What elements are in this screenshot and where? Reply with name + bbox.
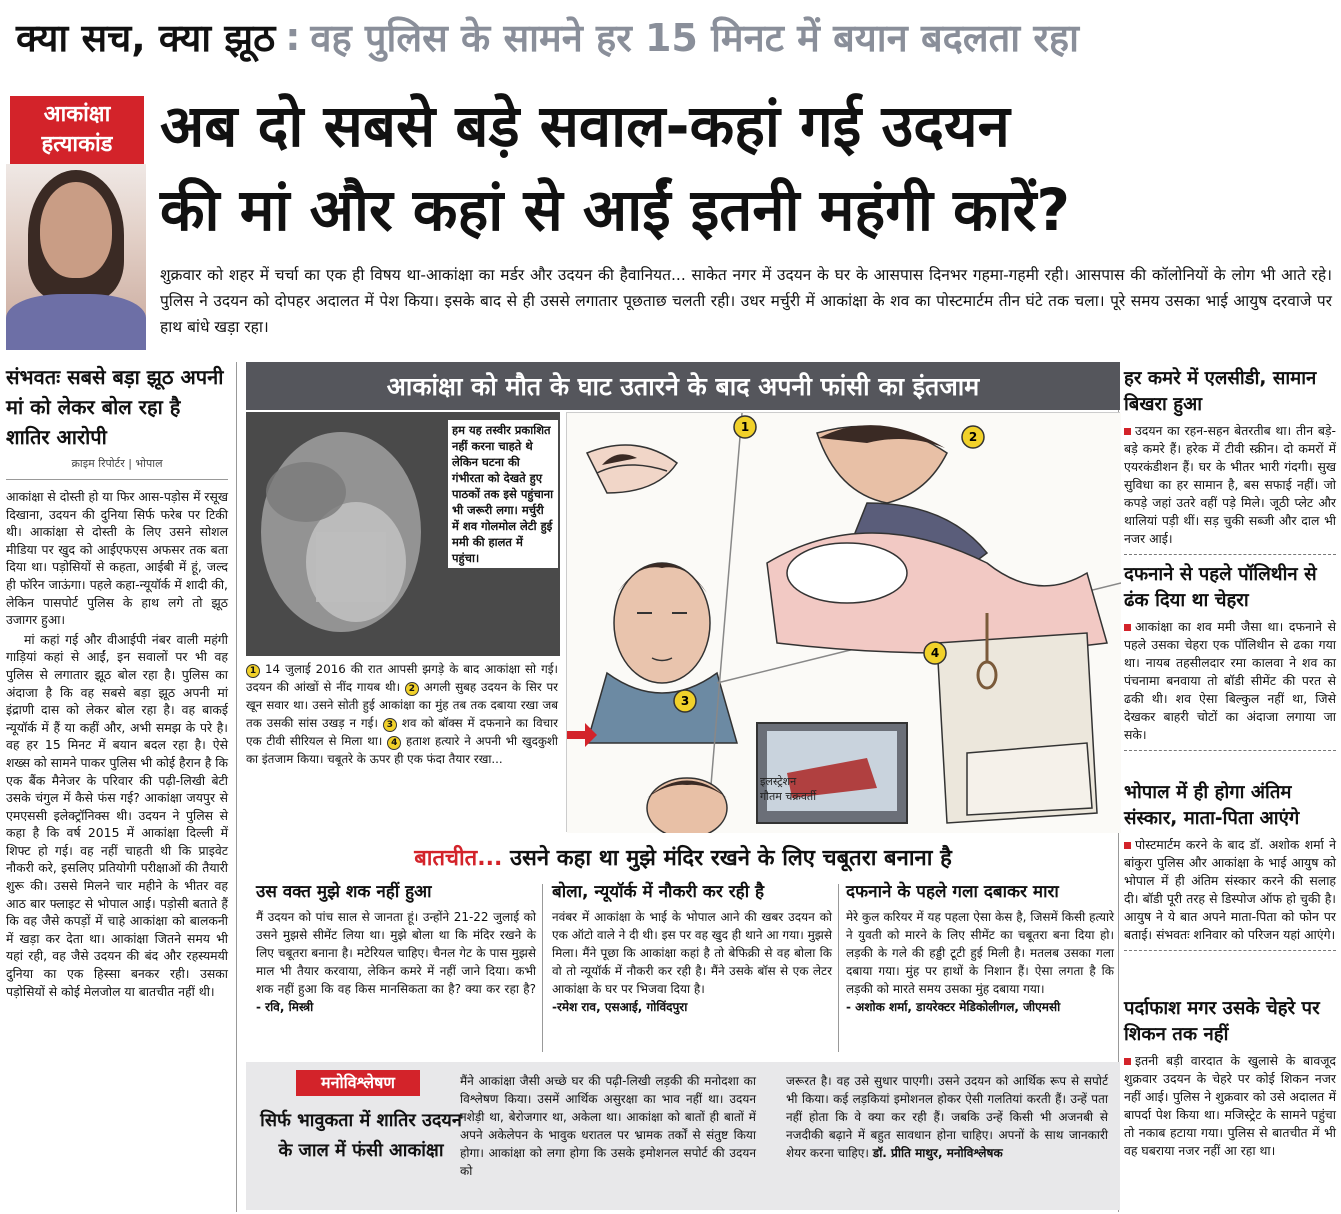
right-item-1-heading: हर कमरे में एलसीडी, सामान बिखरा हुआ <box>1124 368 1317 415</box>
left-para-2: मां कहां गई और वीआईपी नंबर वाली महंगी गाड़ियां कहां से आईं, इन सवालों पर भी वह पुलिस से लगातार झूठ बोल रहा है। पुलिस का अंदाजा है कि वह सबसे बड़ा झूठ अपनी मां इंद्राणी दास को लेकर बोल रहा है। वह बाकई न्यूयॉर्क में हैं या कहीं और, अभी समझ के परे है। वह हर 15 मिनट में बयान बदल रहा है। ऐसे शख्स को सामने पाकर पुलिस भी कोई हैरान है कि एक बैंक मैनेजर के परिवार की पढ़ी-लिखी बेटी उसके चंगुल में कैसे फंस गई? आकांक्षा जयपुर से एमएससी इलेक्ट्रॉनिक्स थी। उदयन ने पुलिस से कहा है कि वर्ष 2015 में आकांक्षा दिल्ली में शिफ्ट हो गई। वह नहीं चाहती थी कि प्राइवेट नौकरी करे, इसलिए प्रतियोगी परीक्षाओं की तैयारी शुरू की। उससे मिलने चार महीने के भीतर वह आठ बार फ्लाइट से भोपाल आई। पड़ोसी बताते हैं कि वह जैसे कपड़ों में चाहे आकांक्षा को बालकनी में खड़ा कर देता था। आकांक्षा जितने समय भी यहां रही, वह जैसे उदयन की बंद और रहस्यमयी दुनिया का एक हिस्सा बनकर रही। उसका पड़ोसियों से कोई मेलजोल या बातचीत नहीं थी। <box>6 631 228 999</box>
right-item-3-body-wrap <box>1124 836 1336 944</box>
right-item-3-body: पोस्टमार्टम करने के बाद डॉ. अशोक शर्मा ने बांकुरा पुलिस और आकांक्षा के भाई आयुष को भोपाल में ही अंतिम संस्कार करने की सलाह दी। बॉडी पूरी तरह से डिस्पोज ऑफ हो चुकी है। आयुष ने ये बात अपने माता-पिता को फोन पर बताई। संभवतः शनिवार को परिजन यहां आएंगे। <box>1124 837 1336 942</box>
headline-line2: की मां और कहां से आईं इतनी महंगी कारें? <box>160 176 1071 244</box>
photo-shirt <box>6 294 146 350</box>
right-item-2 <box>1124 562 1336 751</box>
right-item-2-heading: दफनाने से पहले पॉलिथीन से ढंक दिया था चेहरा <box>1124 564 1317 611</box>
right-item-1-body: उदयन का रहन-सहन बेतरतीब था। तीन बड़े-बड़े कमरे हैं। हरेक में टीवी स्क्रीन। दो कमरों में एयरकंडीशन हैं। घर के भीतर भारी गंदगी। सुख सुविधा का हर सामान है, बस सफाई नहीं। जो कपड़े जहां उतरे वहीं पड़े मिले। जूठी प्लेट और थालियां पड़ी थीं। सड़ चुकी सब्जी और दाल भी नजर आई। <box>1124 423 1336 546</box>
headline-line1: अब दो सबसे बड़े सवाल-कहां गई उदयन <box>160 92 1010 160</box>
interview-label: बातचीत... <box>414 846 503 871</box>
left-column <box>6 362 228 1000</box>
illustration-svg <box>567 413 1121 833</box>
right-item-4-body: इतनी बड़ी वारदात के खुलासे के बावजूद शुक्रवार उदयन के चेहरे पर कोई शिकन नजर नहीं आई। पुलिस ने शुक्रवार को उसे अदालत में बापर्दा पेश किया था। मजिस्ट्रेट के सामने पहुंचा तो नकाब हटाया गया। पुलिस से बातचीत में भी वह घबराया नजर नहीं आ रहा था। <box>1124 1053 1336 1158</box>
interview-divider-1 <box>542 884 543 1052</box>
illustration-credit-line2: गौतम चक्रवर्ती <box>760 790 817 803</box>
caption-num-4: 4 <box>387 736 401 750</box>
panel-number-1: 1 <box>740 420 750 434</box>
kicker-line <box>0 0 1341 74</box>
caption-num-3: 3 <box>383 718 397 732</box>
caption-text-3: शव को बॉक्स में दफनाने का विचार एक टीवी सीरियल से मिला था। <box>246 716 559 748</box>
interview-col-2 <box>552 880 832 1016</box>
illustration-credit <box>760 774 816 804</box>
main-headline <box>160 84 1335 252</box>
left-byline: क्राइम रिपोर्टर | भोपाल <box>6 456 228 480</box>
right-item-4-body-wrap <box>1124 1052 1336 1160</box>
psychoanalysis-col-2 <box>786 1072 1108 1162</box>
right-item-4-heading: पर्दाफाश मगर उसके चेहरे पर शिकन तक नहीं <box>1124 998 1320 1045</box>
caption-text-2: अगली सुबह उदयन के सिर पर खून सवार था। उसने सोती हुई आकांक्षा का मुंह तब तक दबाया रखा जब तक उसकी सांस उखड़ न गई। <box>246 680 558 730</box>
right-divider-2 <box>1124 750 1336 751</box>
right-item-1 <box>1124 366 1336 555</box>
interview-col-3-heading: दफनाने के पहले गला दबाकर मारा <box>846 882 1059 902</box>
caption-text-4: हताश हत्यारे ने अपनी भी खुदकुशी का इंतजाम किया। चबूतरे के ऊपर ही एक फंदा तैयार रखा... <box>246 734 558 766</box>
interview-col-3-body: मेरे कुल करियर में यह पहला ऐसा केस है, जिसमें किसी हत्यारे ने युवती को मारने के लिए सीमेंट का चबूतरा बना दिया हो। लड़की के गले की हड्डी टूटी हुई मिली है। मतलब उसका गला दबाया गया। मुंह पर हाथों के निशान हैं। ऐसा लगता है कि लड़की को मारते समय उसका मुंह दबाया गया। <box>846 910 1114 996</box>
crime-illustration <box>566 412 1120 832</box>
interview-divider-2 <box>838 884 839 1052</box>
right-divider-1 <box>1124 554 1336 555</box>
bullet-square-icon <box>1124 428 1131 435</box>
photo-note: हम यह तस्वीर प्रकाशित नहीं करना चाहते थे लेकिन घटना की गंभीरता को देखते हुए पाठकों तक इसे पहुंचाना भी जरूरी लगा। मर्चुरी में शव गोलमोल लेटी हुई ममी की हालत में पहुंचा। <box>448 420 558 568</box>
interview-col-2-sig: -रमेश राव, एसआई, गोविंदपुरा <box>552 1000 688 1014</box>
story-caption <box>246 660 558 768</box>
interview-col-2-heading: बोला, न्यूयॉर्क में नौकरी कर रही है <box>552 882 765 902</box>
interview-col-2-body: नवंबर में आकांक्षा के भाई के भोपाल आने की खबर उदयन को एक ऑटो वाले ने दी थी। इस पर वह खुद ही थाने आ गया। मुझसे मिला। मैंने पूछा कि आकांक्षा कहां है तो बेफिक्री से वह बोला कि वो तो न्यूयॉर्क में नौकरी कर रही है। मैंने उसके बॉस से एक लेटर आकांक्षा के घर पर भिजवा दिया है। <box>552 910 832 996</box>
right-item-2-body: आकांक्षा का शव ममी जैसा था। दफनाने से पहले उसका चेहरा एक पॉलिथीन से ढका गया था। नायब तहसीलदार रमा कालवा ने शव का पंचनामा बनवाया तो बॉडी सीमेंट की परत से ढकी थी। शव ऐसा बिल्कुल नहीं था, जिसे देखकर बाहरी चोटों का अंदाजा लगाया जा सके। <box>1124 619 1336 742</box>
panel-number-4: 4 <box>930 646 940 660</box>
psychoanalysis-col-2-text: जरूरत है। वह उसे सुधार पाएगी। उसने उदयन को आर्थिक रूप से सपोर्ट भी किया। कई लड़कियां इमोशनल होकर ऐसी गलतियां करती हैं। उन्हें पता नहीं होता कि वे क्या कर रही हैं। जबकि उन्हें किसी भी अजनबी से नजदीकी बढ़ाने में बहुत सावधान होना चाहिए। अपनों के साथ जानकारी शेयर करना चाहिए। <box>786 1074 1108 1160</box>
right-item-2-body-wrap <box>1124 618 1336 744</box>
illustration-credit-line1: इलस्ट्रेशन <box>760 775 797 788</box>
right-item-3 <box>1124 780 1336 951</box>
caption-num-2: 2 <box>405 682 419 696</box>
interview-col-3 <box>846 880 1114 1016</box>
kicker-label: क्या सच, क्या झूठ <box>16 16 276 60</box>
story-tag-line1: आकांक्षा <box>43 102 111 127</box>
right-item-4 <box>1124 996 1336 1160</box>
kicker-separator: : <box>285 15 301 59</box>
interview-heading <box>246 842 1120 872</box>
caption-num-1: 1 <box>246 664 260 678</box>
story-tag-line2: हत्याकांड <box>41 132 113 157</box>
left-heading: संभवतः सबसे बड़ा झूठ अपनी मां को लेकर बोल रहा है शातिर आरोपी <box>6 365 224 449</box>
bullet-square-icon <box>1124 842 1131 849</box>
intro-paragraph: शुक्रवार को शहर में चर्चा का एक ही विषय था-आकांक्षा का मर्डर और उदयन की हैवानियत... साकेत नगर में उदयन के घर के आसपास दिनभर गहमा-गहमी रही। आसपास की कॉलोनियों के लोग भी आते रहे। पुलिस ने उदयन को दोपहर अदालत में पेश किया। इसके बाद से ही उससे लगातार पूछताछ चलती रही। उधर मर्चुरी में आकांक्षा के शव का पोस्टमार्टम तीन घंटे तक चला। पूरे समय उसका भाई आयुष दरवाजे पर हाथ बांधे खड़ा रहा। <box>160 266 1332 336</box>
left-para-1: आकांक्षा से दोस्ती हो या फिर आस-पड़ोस में रसूख दिखाना, उदयन की दुनिया सिर्फ फरेब पर टिकी थी। आकांक्षा से दोस्ती के लिए उसने सोशल मीडिया पर खुद को आईएफएस अफसर तक बता दिया था। पड़ोसियों से कहता, आईबी में हूं, जल्द ही फॉरेन जाऊंगा। पहले कहा-न्यूयॉर्क में शादी की, लेकिन पासपोर्ट पुलिस के हाथ लगे तो झूठ उजागर हुआ। <box>6 489 229 628</box>
panel-number-3: 3 <box>680 694 690 708</box>
photo-face <box>40 182 112 278</box>
kicker-text: वह पुलिस के सामने हर 15 मिनट में बयान बदलता रहा <box>310 16 1079 60</box>
victim-photo <box>6 164 146 350</box>
interview-col-3-sig: - अशोक शर्मा, डायरेक्टर मेडिकोलीगल, जीएमसी <box>846 1000 1061 1014</box>
psychoanalysis-title: सिर्फ भावुकता में शातिर उदयन के जाल में फंसी आकांक्षा <box>260 1110 462 1161</box>
panel-number-2: 2 <box>968 430 978 444</box>
right-divider-3 <box>1124 950 1336 951</box>
bullet-square-icon <box>1124 624 1131 631</box>
right-item-3-heading: भोपाल में ही होगा अंतिम संस्कार, माता-पिता आएंगे <box>1124 782 1300 829</box>
interview-title: उसने कहा था मुझे मंदिर रखने के लिए चबूतरा बनाना है <box>509 846 952 871</box>
bullet-square-icon <box>1124 1058 1131 1065</box>
graphic-banner: आकांक्षा को मौत के घाट उतारने के बाद अपनी फांसी का इंतजाम <box>246 362 1120 410</box>
psychoanalysis-sig: डॉ. प्रीति माथुर, मनोविश्लेषक <box>872 1146 1003 1160</box>
caption-text-1: 14 जुलाई 2016 की रात आपसी झगड़े के बाद आकांक्षा सो गई। उदयन की आंखों से नींद गायब थी। <box>246 662 559 694</box>
interview-col-1-body: मैं उदयन को पांच साल से जानता हूं। उन्होंने 21-22 जुलाई को उसने मुझसे सीमेंट लिया था। मुझे बोला था कि मंदिर रखने के लिए चबूतरा बनाना है। मटेरियल चाहिए। चैनल गेट के पास मुझसे माल भी तैयार करवाया, लेकिन कमरे में नहीं जाने दिया। कभी शक नहीं हुआ कि वह किस मानसिकता का है? क्या कर रहा है? <box>256 910 536 996</box>
psychoanalysis-col-1: मैंने आकांक्षा जैसी अच्छे घर की पढ़ी-लिखी लड़की की मनोदशा का विश्लेषण किया। उसमें आर्थिक असुरक्षा का भाव नहीं था। उदयन नशेड़ी था, बेरोजगार था, अकेला था। आकांक्षा को बातों ही बातों में अपने अकेलेपन के भावुक धरातल पर भ्रामक तर्कों से संतुष्ट किया होगा। आकांक्षा को लगा होगा कि उसके इमोशनल सपोर्ट की उदयन को <box>460 1074 756 1178</box>
right-item-1-body-wrap <box>1124 422 1336 548</box>
interview-col-1 <box>256 880 536 1016</box>
column-divider-left <box>236 362 237 1212</box>
interview-col-1-heading: उस वक्त मुझे शक नहीं हुआ <box>256 882 432 902</box>
story-tag <box>10 96 144 164</box>
interview-col-1-sig: - रवि, मिस्त्री <box>256 1000 314 1014</box>
psychoanalysis-label: मनोविश्लेषण <box>296 1070 420 1096</box>
